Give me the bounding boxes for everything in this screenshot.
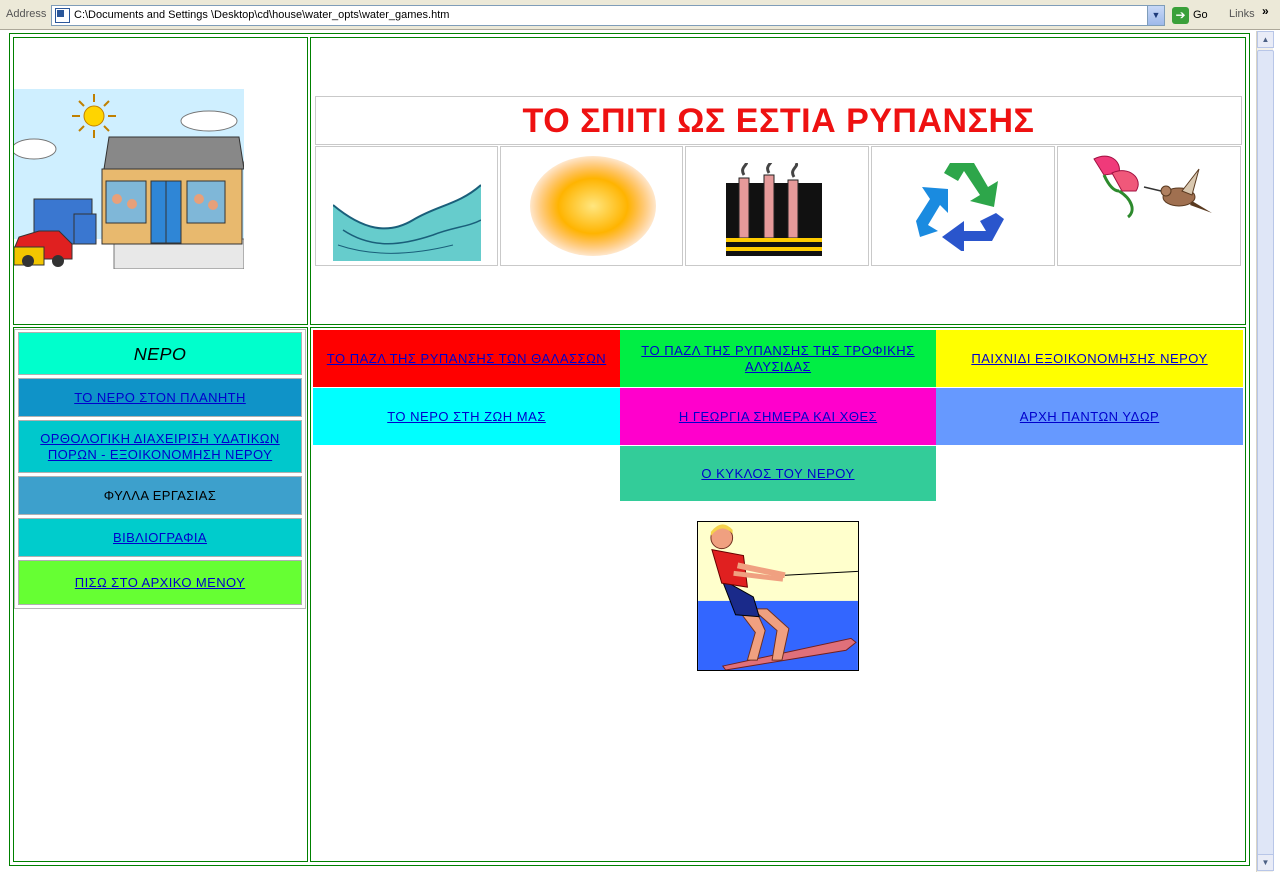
tile-water-in-our-life[interactable] <box>313 388 620 445</box>
menu-link-water-on-planet[interactable]: ΤΟ ΝΕΡΟ ΣΤΟΝ ΠΛΑΝΗΤΗ <box>74 389 246 405</box>
address-input[interactable] <box>51 5 1165 26</box>
menu-link-bibliography[interactable]: ΒΙΒΛΙΟΓΡΑΦΙΑ <box>113 529 207 545</box>
scroll-thumb[interactable] <box>1257 50 1274 865</box>
tile-sea-pollution-puzzle[interactable] <box>313 330 620 387</box>
vertical-scrollbar[interactable] <box>1256 31 1273 872</box>
page-title-box <box>315 96 1242 145</box>
menu-link-back-to-main[interactable]: ΠΙΣΩ ΣΤΟ ΑΡΧΙΚΟ ΜΕΝΟΥ <box>74 574 246 590</box>
menu-item-worksheets <box>18 476 302 515</box>
address-label: Address <box>6 8 47 20</box>
scroll-down-icon[interactable]: ▼ <box>1257 854 1274 871</box>
address-url[interactable]: C:\Documents and Settings \Desktop\cd\house\water_opts\water_games.htm <box>74 9 450 21</box>
tile-link-agriculture[interactable]: Η ΓΕΩΡΓΙΑ ΣΗΜΕΡΑ ΚΑΙ ΧΘΕΣ <box>678 408 878 424</box>
menu-item-bibliography[interactable] <box>18 518 302 557</box>
image-cell-factory <box>685 146 869 266</box>
image-cell-recycle <box>871 146 1055 266</box>
water-skier-icon <box>697 521 859 671</box>
links-label[interactable]: Links <box>1229 8 1255 20</box>
go-arrow-icon: ➔ <box>1172 7 1189 24</box>
menu-link-water-resources[interactable]: ΟΡΘΟΛΟΓΙΚΗ ΔΙΑΧΕΙΡΙΣΗ ΥΔΑΤΙΚΩΝ ΠΟΡΩΝ - ΕΞΟΙΚΟΝΟΜΗΣΗ ΝΕΡΟΥ <box>40 430 280 462</box>
tile-water-origin[interactable] <box>936 388 1243 445</box>
tile-link-food-chain-puzzle[interactable]: ΤΟ ΠΑΖΛ ΤΗΣ ΡΥΠΑΝΣΗΣ ΤΗΣ ΤΡΟΦΙΚΗΣ ΑΛΥΣΙΔΑΣ <box>641 342 915 374</box>
tile-link-water-saving-game[interactable]: ΠΑΙΧΝΙΔΙ ΕΞΟΙΚΟΝΟΜΗΣΗΣ ΝΕΡΟΥ <box>971 350 1208 366</box>
menu-label-worksheets: ΦΥΛΛΑ ΕΡΓΑΣΙΑΣ <box>103 487 217 503</box>
menu-heading <box>18 332 302 375</box>
page-title: ΤΟ ΣΠΙΤΙ ΩΣ ΕΣΤΙΑ ΡΥΠΑΝΣΗΣ <box>522 102 1035 140</box>
go-label: Go <box>1193 9 1208 21</box>
tile-link-water-cycle[interactable]: Ο ΚΥΚΛΟΣ ΤΟΥ ΝΕΡΟΥ <box>701 465 855 481</box>
tile-water-saving-game[interactable] <box>936 330 1243 387</box>
tile-link-water-origin[interactable]: ΑΡΧΗ ΠΑΝΤΩΝ ΥΔΩΡ <box>1019 408 1160 424</box>
document-icon <box>55 8 70 23</box>
house-illustration <box>14 89 244 269</box>
wave-icon <box>333 175 481 261</box>
image-cell-sun <box>500 146 683 266</box>
chevron-right-icon[interactable]: » <box>1262 4 1269 18</box>
image-cell-flowers <box>1057 146 1241 266</box>
go-button[interactable] <box>1172 6 1220 25</box>
scroll-up-icon[interactable]: ▲ <box>1257 31 1274 48</box>
tile-link-sea-pollution-puzzle[interactable]: ΤΟ ΠΑΖΛ ΤΗΣ ΡΥΠΑΝΣΗΣ ΤΩΝ ΘΑΛΑΣΣΩΝ <box>326 350 607 366</box>
tile-food-chain-puzzle[interactable] <box>620 330 936 387</box>
menu-heading-label: ΝΕΡΟ <box>133 343 187 364</box>
menu-item-water-on-planet[interactable] <box>18 378 302 417</box>
menu-item-back-to-main[interactable] <box>18 560 302 605</box>
menu-item-water-resources[interactable] <box>18 420 302 473</box>
tile-water-cycle[interactable] <box>620 446 936 501</box>
factory-icon <box>724 163 824 256</box>
sun-icon <box>528 153 658 259</box>
recycle-icon <box>912 161 1012 251</box>
image-cell-wave <box>315 146 498 266</box>
flowers-hummingbird-icon <box>1084 151 1214 223</box>
tile-agriculture[interactable] <box>620 388 936 445</box>
chevron-down-icon[interactable]: ▼ <box>1147 6 1164 25</box>
tile-link-water-in-our-life[interactable]: ΤΟ ΝΕΡΟ ΣΤΗ ΖΩΗ ΜΑΣ <box>387 408 546 424</box>
address-bar <box>0 0 1280 30</box>
